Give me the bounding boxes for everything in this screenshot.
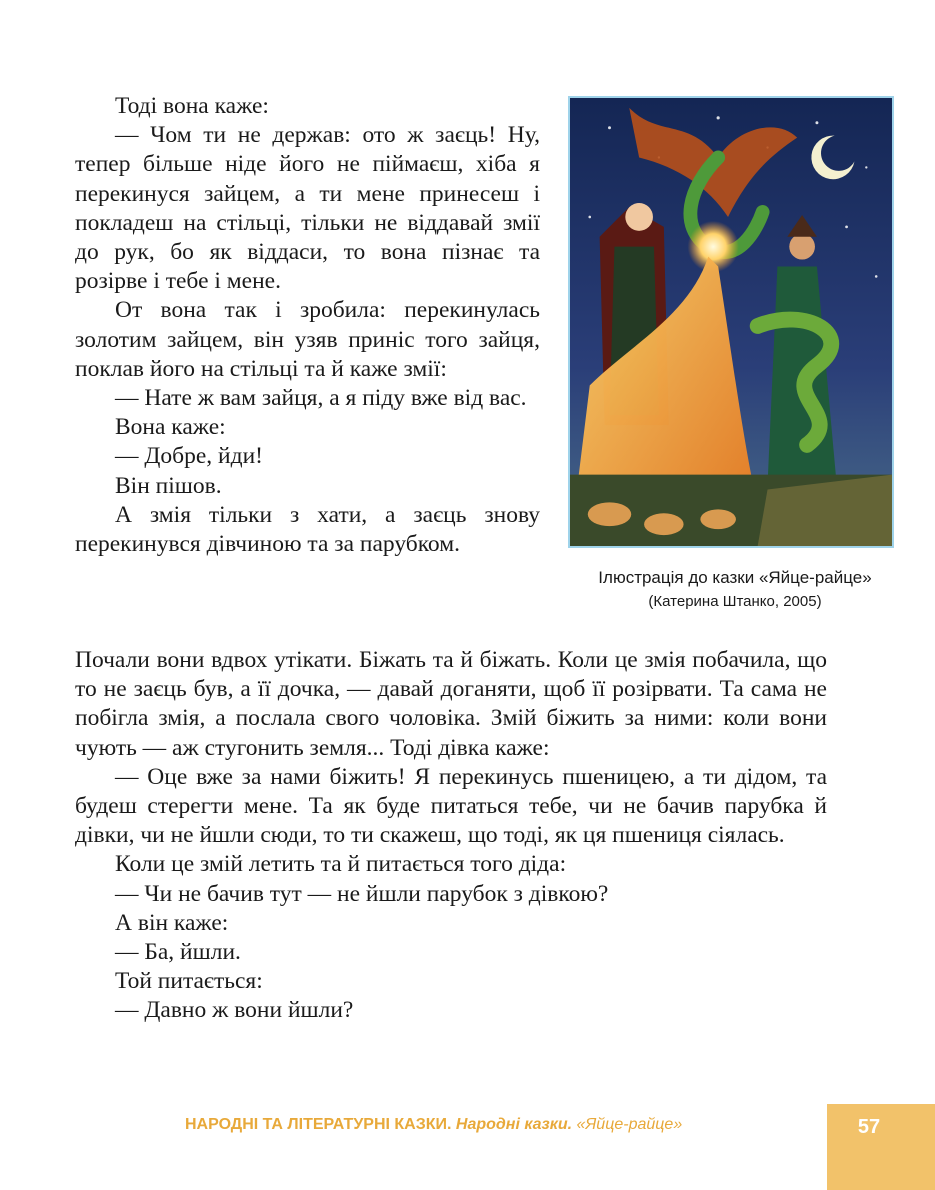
caption-title: Ілюстрація до казки «Яйце-райце» bbox=[598, 568, 872, 587]
paragraph: — Оце вже за нами біжить! Я перекинусь пшеницею, а ти дідом, та будеш стерегти мене. Та як буде питаться тебе, чи не бачив парубка й дівки, чи не йшли сюди, то ти скажеш, що тоді, як ця пшениця сіялась. bbox=[75, 763, 827, 849]
running-footer bbox=[185, 1116, 800, 1134]
paragraph: А змія тільки з хати, а заєць знову перекинувся дівчиною та за парубком. bbox=[75, 501, 540, 558]
paragraph: — Добре, йди! bbox=[115, 443, 263, 470]
paragraph: Той питається: bbox=[115, 968, 263, 995]
paragraph: Почали вони вдвох утікати. Біжать та й біжать. Коли це змія побачила, що то не заєць був, а її дочка, — давай доганяти, щоб її розірвати. Та сама не побігла змія, а послала свого чоловіка. Змій біжить за ними: коли вони чують — аж стугонить земля... Тоді дівка каже: bbox=[75, 647, 827, 761]
caption-credit: (Катерина Штанко, 2005) bbox=[648, 593, 822, 610]
paragraph: — Нате ж вам зайця, а я піду вже від вас. bbox=[115, 385, 527, 412]
illustration-art bbox=[570, 98, 892, 546]
story-text-top bbox=[75, 92, 540, 559]
page-number: 57 bbox=[857, 1116, 881, 1138]
paragraph: — Чи не бачив тут — не йшли парубок з дівкою? bbox=[115, 880, 609, 907]
story-illustration bbox=[568, 96, 894, 548]
paragraph: — Чом ти не держав: ото ж заєць! Ну, тепер більше ніде його не піймаєш, хіба я перекинуся зайцем, а ти мене принесеш і покладеш на стільці, тільки не віддавай змії до рук, бо як віддаси, то вона пізнає та розірве і тебе і мене. bbox=[75, 122, 540, 295]
paragraph: — Давно ж вони йшли? bbox=[115, 997, 354, 1024]
footer-title: «Яйце-райце» bbox=[576, 1116, 683, 1133]
story-text-bottom bbox=[75, 646, 827, 1026]
paragraph: От вона так і зробила: перекинулась золотим зайцем, він узяв приніс того зайця, поклав його на стільці та й каже змії: bbox=[75, 297, 540, 382]
paragraph: Коли це змій летить та й питається того діда: bbox=[115, 851, 567, 878]
illustration-caption bbox=[540, 564, 930, 613]
paragraph: Він пішов. bbox=[115, 472, 222, 499]
paragraph: Тоді вона каже: bbox=[115, 93, 269, 119]
paragraph: Вона каже: bbox=[115, 414, 226, 441]
footer-section: НАРОДНІ ТА ЛІТЕРАТУРНІ КАЗКИ. bbox=[185, 1116, 452, 1133]
paragraph: — Ба, йшли. bbox=[115, 939, 241, 966]
footer-subsection: Народні казки. bbox=[455, 1116, 573, 1133]
paragraph: А він каже: bbox=[115, 909, 229, 936]
